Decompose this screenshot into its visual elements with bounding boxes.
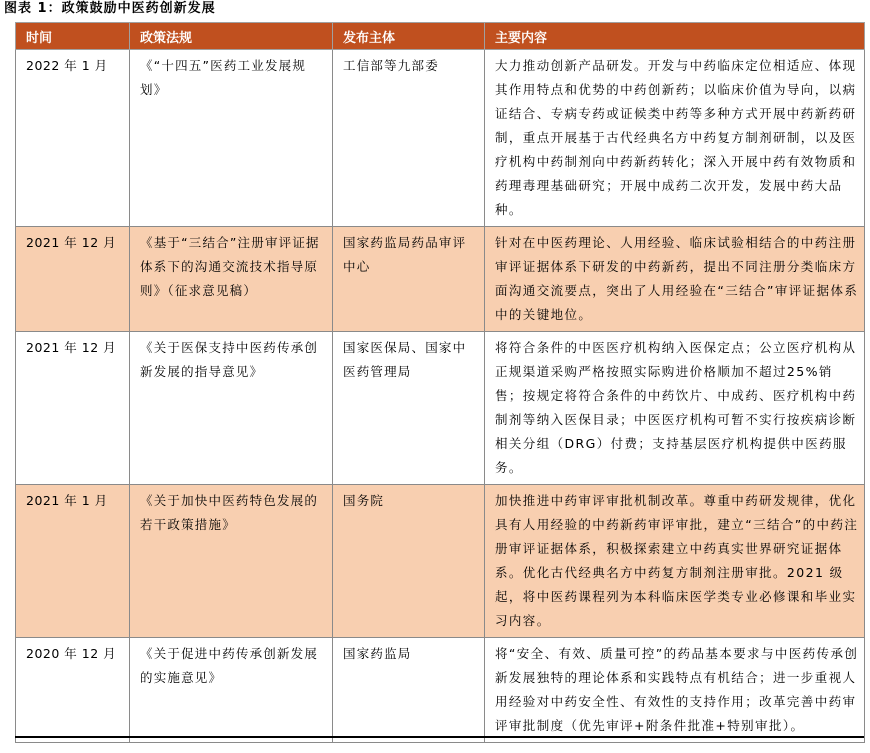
cell-content: 加快推进中药审评审批机制改革。尊重中药研发规律，优化具有人用经验的中药新药审评审批，建立“三结合”的中药注册审评证据体系，积极探索建立中药真实世界研究证据体系。优化古代经典名方中药复方制剂注册审批。2021 级起，将中医药课程列为本科临床医学类专业必修课和毕业实习内容。	[485, 485, 865, 638]
cell-policy: 《关于医保支持中医药传承创新发展的指导意见》	[130, 332, 333, 485]
cell-content: 将符合条件的中医医疗机构纳入医保定点；公立医疗机构从正规渠道采购严格按照实际购进价格顺加不超过25%销售；按规定将符合条件的中药饮片、中成药、医疗机构中药制剂等纳入医保目录；中医医疗机构可暂不实行按疾病诊断相关分组（DRG）付费；支持基层医疗机构提供中医药服务。	[485, 332, 865, 485]
table-row	[16, 485, 865, 638]
table-header-row	[16, 23, 865, 50]
bottom-rule	[15, 736, 864, 738]
cell-issuer: 国家医保局、国家中医药管理局	[333, 332, 485, 485]
header-time: 时间	[16, 23, 130, 50]
cell-policy: 《关于加快中医药特色发展的若干政策措施》	[130, 485, 333, 638]
cell-policy: 《基于“三结合”注册审评证据体系下的沟通交流技术指导原则》（征求意见稿）	[130, 227, 333, 332]
figure-title: 图表 1：政策鼓励中医药创新发展	[4, 1, 216, 16]
policy-table	[15, 22, 865, 743]
cell-content: 针对在中医药理论、人用经验、临床试验相结合的中药注册审评证据体系下研发的中药新药，提出不同注册分类临床方面沟通交流要点，突出了人用经验在“三结合”审评证据体系中的关键地位。	[485, 227, 865, 332]
cell-policy: 《“十四五”医药工业发展规划》	[130, 50, 333, 227]
header-content: 主要内容	[485, 23, 865, 50]
cell-date: 2021 年 1 月	[16, 485, 130, 638]
table-row	[16, 227, 865, 332]
header-issuer: 发布主体	[333, 23, 485, 50]
cell-date: 2021 年 12 月	[16, 332, 130, 485]
cell-issuer: 工信部等九部委	[333, 50, 485, 227]
cell-date: 2020 年 12 月	[16, 638, 130, 743]
header-policy: 政策法规	[130, 23, 333, 50]
cell-issuer: 国家药监局药品审评中心	[333, 227, 485, 332]
cell-content: 将“安全、有效、质量可控”的药品基本要求与中医药传承创新发展独特的理论体系和实践特点有机结合；进一步重视人用经验对中药安全性、有效性的支持作用；改革完善中药审评审批制度（优先审评+附条件批准+特别审批）。	[485, 638, 865, 743]
cell-date: 2021 年 12 月	[16, 227, 130, 332]
policy-table-container	[15, 22, 864, 743]
cell-date: 2022 年 1 月	[16, 50, 130, 227]
cell-issuer: 国家药监局	[333, 638, 485, 743]
cell-content: 大力推动创新产品研发。开发与中药临床定位相适应、体现其作用特点和优势的中药创新药；以临床价值为导向，以病证结合、专病专药或证候类中药等多种方式开展中药新药研制，重点开展基于古代经典名方中药复方制剂研制，以及医疗机构中药制剂向中药新药转化；深入开展中药有效物质和药理毒理基础研究；开展中成药二次开发，发展中药大品种。	[485, 50, 865, 227]
table-row	[16, 50, 865, 227]
cell-issuer: 国务院	[333, 485, 485, 638]
cell-policy: 《关于促进中药传承创新发展的实施意见》	[130, 638, 333, 743]
table-row	[16, 332, 865, 485]
table-row	[16, 638, 865, 743]
